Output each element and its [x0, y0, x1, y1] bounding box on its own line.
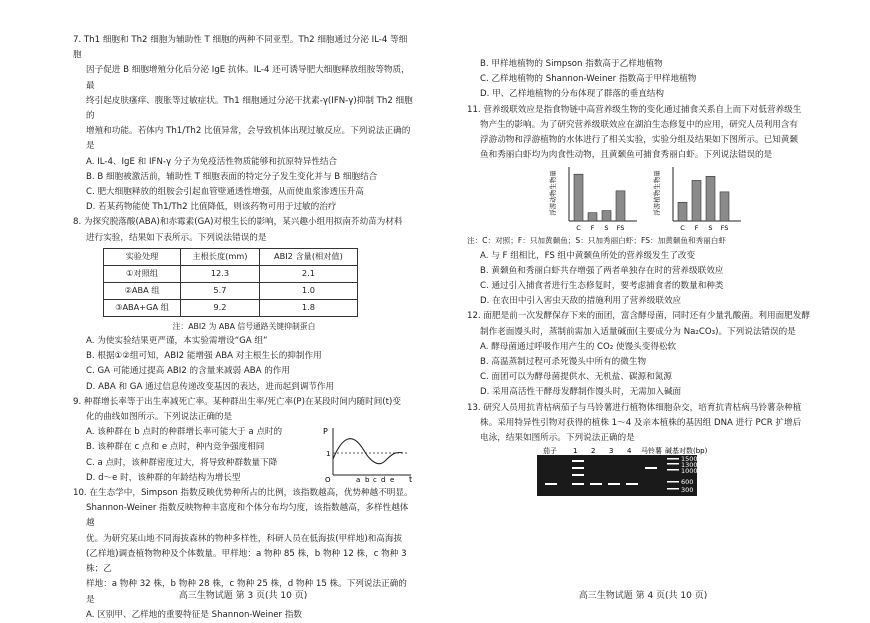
- gel-lane-label: 碱基对数(bp): [665, 447, 708, 456]
- q11-option-a: A. 与 F 组相比，FS 组中黄颡鱼所处的营养级发生了改变: [480, 250, 696, 261]
- q13-stem-line: 13. 研究人员用抗青枯病茄子与马铃薯进行植物体细胞杂交，培育抗青枯病马铃薯杂种植: [467, 402, 802, 413]
- q10-stem-line: Shannon-Weiner 指数反映物种丰富度和个体分布均匀度，该指数越高，多样性越体越: [86, 503, 409, 529]
- graph-y-label: P: [323, 426, 328, 436]
- gel-lane-label: 4: [627, 447, 632, 456]
- q10-option-a: A. 区别甲、乙样地的重要特征是 Shannon-Weiner 指数: [86, 609, 303, 620]
- gel-marker-label: 1300: [681, 461, 698, 470]
- gel-lane-label: 茄子: [543, 447, 557, 456]
- chart-category-label: F: [694, 224, 699, 233]
- q9-option-b: B. 该种群在 c 点和 e 点时，种内竞争强度相同: [86, 442, 265, 453]
- q10-stem-line: 10. 在生态学中，Simpson 指数反映优势种所占的比例，该指数越高，优势种越不明显。: [73, 488, 413, 499]
- population-curve-graph: [323, 425, 415, 483]
- gel-marker-label: 1500: [681, 455, 698, 464]
- chart-category-label: C: [680, 224, 685, 233]
- table-cell: 12.3: [181, 265, 260, 282]
- table-cell: ①对照组: [104, 265, 181, 282]
- chart-category-label: FS: [720, 224, 729, 233]
- question-8: [73, 215, 415, 394]
- table-cell: 1.8: [259, 299, 357, 316]
- gel-lane-label: 3: [609, 447, 614, 456]
- left-page: [73, 0, 415, 623]
- chart-bar-C: [678, 203, 687, 222]
- left-page-footer: 高三生物试题 第 3 页(共 10 页): [178, 591, 308, 601]
- question-9: [73, 395, 415, 486]
- chart-y-label: 浮游植物生物量: [653, 170, 661, 217]
- q12-option-d: D. 采用高活性干酵母发酵制作馒头时，无需加入碱面: [480, 387, 682, 398]
- table-header: 实验处理: [104, 248, 181, 265]
- q8-option-a: A. 为使实验结果更严谨，本实验需增设“GA 组”: [86, 336, 268, 347]
- zooplankton-biomass-chart: [547, 163, 642, 233]
- table-header: ABI2 含量(相对值): [259, 248, 357, 265]
- chart-note: 注：C：对照；F：只加黄颡鱼；S：只加秀丽白虾；FS：加黄颡鱼和秀丽白虾: [467, 236, 726, 246]
- q13-stem-line: 电泳，结果如图所示。下列说法正确的是: [480, 433, 635, 444]
- chart-bar-S: [602, 211, 611, 221]
- q11-stem-line: 11. 营养级联效应是指食物链中高营养级生物的变化通过捕食关系自上而下对低营养级生: [467, 104, 802, 115]
- q10-option-c: C. 乙样地植物的 Shannon-Weiner 指数高于甲样地植物: [480, 74, 697, 85]
- q9-option-c: C. a 点时，该种群密度过大，将导致种群数量下降: [86, 457, 278, 468]
- chart-bar-S: [706, 177, 715, 222]
- question-7: [73, 33, 415, 215]
- table-row: [104, 282, 358, 299]
- q8-stem-line: 8. 为探究脱落酸(ABA)和赤霉素(GA)对根生长的影响，某兴趣小组用拟南芥幼苗为材料: [73, 217, 403, 228]
- chart-category-label: FS: [616, 224, 625, 233]
- q12-stem-line: 制作老面馒头时，蒸制前需加入适量碱面(主要成分为 Na₂CO₃)。下列说法错误的是: [480, 326, 796, 337]
- q11-option-c: C. 通过引入捕食者进行生态修复时，要考虑捕食者的数量和种类: [480, 281, 724, 292]
- q7-option-a: A. IL-4、IgE 和 IFN-γ 分子为免疫活性物质能够和抗原特异性结合: [86, 156, 338, 167]
- graph-point-label: b: [365, 475, 370, 483]
- table-header: 主根长度(mm): [181, 248, 260, 265]
- q10-stem-line: 优。为研究某山地不同海拔森林的物种多样性，科研人员在低海拔(甲样地)和高海拔: [86, 533, 403, 544]
- q12-stem-line: 12. 面肥是前一次发酵保存下来的面团，富含酵母菌，同时还有少量乳酸菌。利用面肥发酵: [467, 311, 810, 322]
- q7-option-b: B. B 细胞被激活前，辅助性 T 细胞表面的特定分子发生变化并与 B 细胞结合: [86, 171, 378, 182]
- table-cell: ②ABA 组: [104, 282, 181, 299]
- q10-option-b: B. 甲样地植物的 Simpson 指数高于乙样地植物: [480, 59, 663, 69]
- right-page: [467, 0, 813, 496]
- table-header-row: [104, 248, 358, 265]
- gel-marker-label: 1000: [681, 467, 698, 476]
- chart-bar-C: [574, 175, 583, 222]
- graph-x-label: t: [409, 474, 413, 483]
- table-cell: 9.2: [181, 299, 260, 316]
- chart-bar-FS: [720, 192, 729, 221]
- question-12: [467, 309, 813, 400]
- q9-stem-line: 化的曲线如图所示。下列说法正确的是: [86, 412, 233, 423]
- q9-option-a: A. 该种群在 b 点时的种群增长率可能大于 a 点时的: [86, 427, 283, 438]
- table-note: 注：ABI2 为 ABA 信号通路关键抑制蛋白: [172, 321, 316, 331]
- gel-lane-label: 2: [591, 447, 596, 456]
- q12-option-b: B. 高温蒸制过程可杀死馒头中所有的微生物: [480, 357, 647, 368]
- graph-baseline-label: 1: [326, 449, 331, 458]
- chart-category-label: S: [708, 224, 713, 233]
- q7-option-c: C. 肥大细胞释放的组胺会引起血管壁通透性增强，从而使血浆渗透压升高: [86, 187, 364, 198]
- table-row: [104, 299, 358, 316]
- q10-option-d: D. 甲、乙样地植物的分布体现了群落的垂直结构: [480, 89, 664, 100]
- gel-lane-label: 马铃薯: [641, 447, 662, 456]
- q11-stem-line: 物产生的影响。为了研究营养级联效应在湖泊生态修复中的应用，研究人员利用含有: [480, 119, 798, 130]
- chart-bar-F: [692, 181, 701, 222]
- q10-stem-line: (乙样地)调查植物物种及个体数量。甲样地：a 物种 85 株，b 物种 12 株，c 物种 3 株；乙: [86, 548, 407, 575]
- chart-bar-F: [588, 213, 597, 221]
- q7-stem-line: 增殖和功能。若体内 Th1/Th2 比值异常，会导致机体出现过敏反应。下列说法正确的是: [86, 126, 411, 152]
- question-10: [73, 486, 415, 623]
- q11-stem-line: 鱼和秀丽白虾均为肉食性动物，且黄颡鱼可捕食秀丽白虾。下列说法错误的是: [480, 150, 773, 161]
- table-cell: 5.7: [181, 282, 260, 299]
- q7-stem-line: 终引起皮肤瘙痒、腹胀等过敏症状。Th1 细胞通过分泌干扰素-γ(IFN-γ)抑制 Th2 细胞的: [86, 95, 413, 122]
- graph-point-label: c: [373, 475, 377, 483]
- q9-stem-line: 9. 种群增长率等于出生率减死亡率。某种群出生率/死亡率(P)在某段时间内随时间(t)变: [73, 396, 401, 407]
- gel-lane-label: 1: [573, 447, 578, 456]
- q7-stem-line: 7. Th1 细胞和 Th2 细胞为辅助性 T 细胞的两种不同亚型。Th2 细胞通过分泌 IL-4 等细胞: [73, 35, 408, 61]
- q7-option-d: D. 若某药物能使 Th1/Th2 比值降低，则该药物可用于过敏的治疗: [86, 202, 337, 213]
- gel-marker-label: 300: [681, 486, 694, 495]
- q8-stem-line: 进行实验，结果如下表所示。下列说法错误的是: [86, 232, 267, 243]
- experiment-table: [103, 248, 358, 317]
- graph-point-label: e: [390, 475, 395, 483]
- phytoplankton-biomass-chart: [651, 163, 746, 233]
- question-13: [467, 401, 813, 497]
- gel-marker-label: 600: [681, 478, 694, 487]
- table-row: [104, 265, 358, 282]
- chart-category-label: S: [604, 224, 609, 233]
- chart-y-label: 浮游动物生物量: [549, 170, 557, 217]
- q11-option-d: D. 在农田中引入害虫天敌的措施利用了营养级联效应: [480, 296, 682, 307]
- q8-option-b: B. 根据①②组可知，ABI2 能增强 ABA 对主根生长的抑制作用: [86, 351, 322, 362]
- q8-option-c: C. GA 可能通过提高 ABI2 的含量来减弱 ABA 的作用: [86, 366, 290, 377]
- chart-bar-FS: [616, 191, 625, 221]
- graph-origin-label: O: [325, 475, 331, 483]
- q13-stem-line: 株。采用特异性引物对获得的植株 1～4 及亲本植株的基因组 DNA 进行 PCR 扩增后: [480, 417, 802, 428]
- q12-option-c: C. 面团可以为酵母菌提供水、无机盐、碳源和氮源: [480, 372, 672, 383]
- table-cell: 2.1: [259, 265, 357, 282]
- chart-category-label: F: [590, 224, 595, 233]
- biomass-charts: [547, 163, 813, 233]
- q10-stem-line: 样地：a 物种 32 株，b 物种 28 株，c 物种 25 株，d 物种 15 株。下列说法正确的是: [86, 579, 407, 605]
- q11-stem-line: 浮游动物和浮游植物的水体进行了相关实验，实验分组及结果如下图所示。已知黄颡: [480, 135, 798, 146]
- graph-point-label: a: [356, 475, 361, 483]
- q8-option-d: D. ABA 和 GA 通过信息传递改变基因的表达，进而起到调节作用: [86, 381, 335, 392]
- chart-category-label: C: [576, 224, 581, 233]
- question-11: [467, 103, 813, 310]
- table-cell: ③ABA+GA 组: [104, 299, 181, 316]
- q12-option-a: A. 酵母菌通过呼吸作用产生的 CO₂ 使馒头变得松软: [480, 341, 677, 352]
- q7-stem-line: 因子促进 B 细胞增殖分化后分泌 IgE 抗体。IL-4 还可诱导肥大细胞释放组胺等物质，最: [86, 65, 410, 91]
- electrophoresis-gel: [537, 446, 737, 496]
- q11-option-b: B. 黄颡鱼和秀丽白虾共存增强了两者单独存在时的营养级联效应: [480, 265, 724, 276]
- table-cell: 1.0: [259, 282, 357, 299]
- graph-point-label: d: [381, 475, 386, 483]
- q9-option-d: D. d～e 时，该种群的年龄结构为增长型: [86, 472, 241, 483]
- right-page-footer: 高三生物试题 第 4 页(共 10 页): [578, 591, 708, 601]
